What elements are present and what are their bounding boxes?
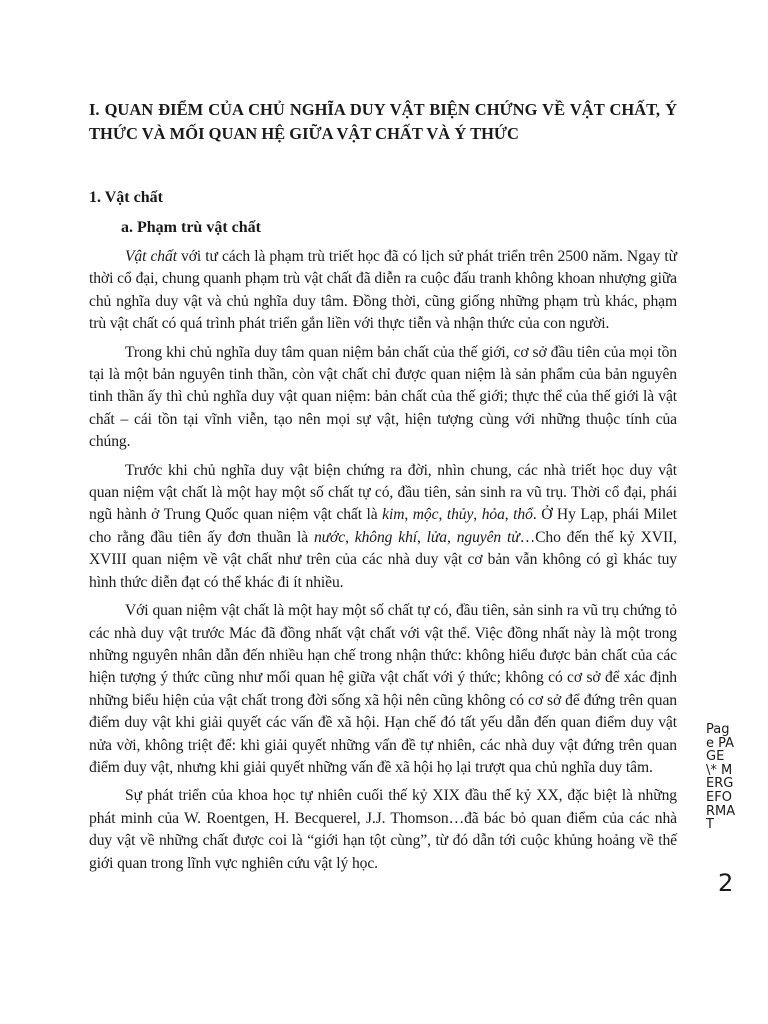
italic-term: thổ — [513, 506, 533, 524]
text-run: Với quan niệm vật chất là một hay một số chất tự có, đầu tiên, sản sinh ra vũ trụ chứng tỏ các nhà duy vật trước Mác đã đồng nhất vật chất với vật thể. Việc đồng nhất này là một trong những nguyên nhân dẫn đến nhiều hạn chế trong nhận thức: không hiểu được bản chất của các hiện tượng ý thức cũng như mối quan hệ giữa vật chất với ý thức; không có cơ sở để xác định những biểu hiện của vật chất trong đời sống xã hội nên cũng không có cơ sở để đứng trên quan điểm duy vật khi giải quyết các vấn đề xã hội. Hạn chế đó tất yếu dẫn đến quan điểm duy vật nửa vời, không triệt để: khi giải quyết những vấn đề tự nhiên, các nhà duy vật đứng trên quan điểm duy vật, nhưng khi giải quyết những vấn đề xã hội họ lại trượt qua chủ nghĩa duy tâm. — [89, 602, 677, 776]
text-run: . Ở Hy Lạp, phái Milet cho rằng đầu tiên ấy đơn thuần là — [89, 506, 677, 546]
paragraph-3 — [89, 460, 677, 594]
italic-term: mộc — [412, 506, 439, 524]
text-run: , — [345, 528, 355, 546]
subsection-title: a. Phạm trù vật chất — [121, 219, 261, 236]
text-run: , — [473, 506, 482, 524]
page-number: 2 — [718, 869, 734, 897]
text-run: , — [447, 528, 457, 546]
italic-term: kim — [382, 506, 405, 524]
text-run: Sự phát triển của khoa học tự nhiên cuối thế kỷ XIX đầu thế kỷ XX, đặc biệt là những phát minh của W. Roentgen, H. Becquerel, J.J. Thomson…đã bác bỏ quan điểm của các nhà duy vật về những chất được coi là “giới hạn tột cùng”, từ đó dẫn tới cuộc khủng hoảng về thế giới quan trong lĩnh vực nghiên cứu vật lý học. — [89, 787, 677, 872]
italic-term: Vật chất — [125, 248, 177, 265]
italic-term: hỏa — [481, 506, 505, 524]
footer-field-code: Page PAGE \* MERGEFORMAT — [706, 722, 736, 833]
italic-term: không khí — [354, 528, 417, 546]
text-run: , — [504, 506, 514, 524]
paragraph-1 — [89, 246, 677, 336]
paragraph-5 — [89, 785, 677, 875]
text-run: Trước khi chủ nghĩa duy vật biện chứng ra đời, nhìn chung, các nhà triết học duy vật quan niệm vật chất là một hay một số chất tự có, đầu tiên, sản sinh ra vũ trụ. Thời cổ đại, phái ngũ hành ở Trung Quốc quan niệm vật chất là — [89, 461, 677, 524]
text-run: Trong khi chủ nghĩa duy tâm quan niệm bản chất của thế giới, cơ sở đầu tiên của mọi tồn tại là một bản nguyên tinh thần, còn vật chất chỉ được quan niệm là sản phẩm của bản nguyên tinh thần ấy thì chủ nghĩa duy vật quan niệm: bản chất của thế giới; thực thể của thế giới là vật chất – cái tồn tại vĩnh viễn, tạo nên mọi sự vật, hiện tượng cùng với những thuộc tính của chúng. — [89, 343, 677, 451]
text-run: , — [417, 528, 427, 546]
italic-term: nguyên tử — [456, 528, 520, 546]
italic-term: thủy — [446, 506, 474, 524]
text-run: …Cho đến thế kỷ XVII, XVIII quan niệm về vật chất như trên của các nhà duy vật cơ bản vẫn không có gì khác tuy hình thức diễn đạt có thể khác đi ít nhiều. — [89, 528, 677, 591]
paragraph-2 — [89, 342, 677, 454]
document-heading: I. QUAN ĐIỂM CỦA CHỦ NGHĨA DUY VẬT BIỆN CHỨNG VỀ VẬT CHẤT, Ý THỨC VÀ MỐI QUAN HỆ GIỮA VẬT CHẤT VÀ Ý THỨC — [89, 100, 677, 143]
text-run: , — [404, 506, 413, 524]
text-run: với tư cách là phạm trù triết học đã có lịch sử phát triển trên 2500 năm. Ngay từ thời cổ đại, chung quanh phạm trù vật chất đã diễn ra cuộc đấu tranh không khoan nhượng giữa chủ nghĩa duy vật và chủ nghĩa duy tâm. Đồng thời, cũng giống những phạm trù khác, phạm trù vật chất có quá trình phát triển gắn liền với thực tiễn và nhận thức của con người. — [89, 248, 677, 333]
text-run: , — [438, 506, 447, 524]
italic-term: lửa — [426, 528, 448, 546]
document-body — [89, 98, 677, 881]
paragraph-4 — [89, 600, 677, 779]
italic-term: nước — [313, 528, 346, 546]
section-title: 1. Vật chất — [89, 189, 163, 206]
